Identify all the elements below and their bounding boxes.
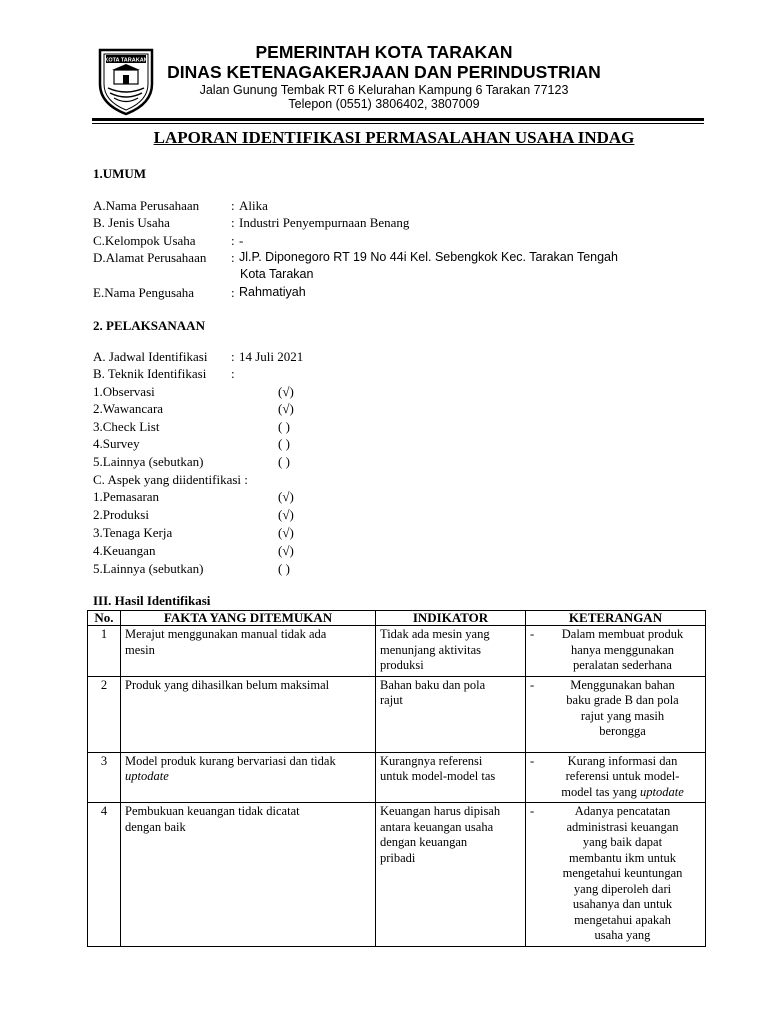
letterhead-divider-thin xyxy=(92,123,704,124)
aspek-check: ( ) xyxy=(278,561,290,576)
letterhead-divider xyxy=(92,118,704,121)
cell-line xyxy=(544,785,701,801)
teknik-item: 1.Observasi xyxy=(93,384,155,399)
aspek-item: 2.Produksi xyxy=(93,507,149,522)
row-number: 2 xyxy=(88,676,121,752)
jadwal-label: A. Jadwal Identifikasi xyxy=(93,349,208,364)
cell-line: Produk yang dihasilkan belum maksimal xyxy=(125,677,330,692)
bullet-dash: - xyxy=(530,804,535,818)
cell-line: usaha yang xyxy=(594,928,651,942)
cell-line: membantu ikm untuk xyxy=(569,850,676,865)
indikator-cell xyxy=(376,752,526,803)
cell-line: baku grade B dan pola xyxy=(566,693,679,707)
cell-line: yang diperoleh dari xyxy=(573,881,672,896)
fakta-cell xyxy=(121,752,376,803)
hasil-identifikasi-table xyxy=(87,610,706,947)
field-label: D.Alamat Perusahaan xyxy=(93,250,207,265)
teknik-check: ( ) xyxy=(278,419,290,434)
cell-line: yang baik dapat xyxy=(582,835,663,849)
cell-line: dengan baik xyxy=(125,819,186,834)
field-value-jenis-usaha: Industri Penyempurnaan Benang xyxy=(239,215,410,230)
agency-address: Jalan Gunung Tembak RT 6 Kelurahan Kampung 6 Tarakan 77123 xyxy=(199,83,569,97)
teknik-check: ( ) xyxy=(278,436,290,451)
cell-line: antara keuangan usaha xyxy=(380,819,494,834)
indikator-cell xyxy=(376,626,526,677)
table-row xyxy=(88,626,706,677)
keterangan-cell xyxy=(526,803,706,947)
cell-line: Model produk kurang bervariasi dan tidak xyxy=(125,753,336,768)
cell-line: rajut xyxy=(380,693,403,707)
table-row xyxy=(88,752,706,803)
field-label: B. Jenis Usaha xyxy=(93,215,170,230)
cell-line: Bahan baku dan pola xyxy=(380,677,486,692)
bullet-dash: - xyxy=(530,753,535,768)
field-label: C.Kelompok Usaha xyxy=(93,233,196,248)
cell-line: uptodate xyxy=(125,769,169,783)
column-header-keterangan: KETERANGAN xyxy=(526,611,706,626)
field-colon: : xyxy=(231,285,235,300)
aspek-check: (√) xyxy=(278,489,294,504)
cell-line: berongga xyxy=(599,724,646,738)
aspek-item: 4.Keuangan xyxy=(93,543,156,558)
cell-text-italic: uptodate xyxy=(640,784,684,799)
cell-line: pribadi xyxy=(380,850,416,865)
field-colon: : xyxy=(231,349,235,364)
aspek-label: C. Aspek yang diidentifikasi : xyxy=(93,472,248,487)
section-pelaksanaan-heading: 2. PELAKSANAAN xyxy=(93,318,205,333)
field-label: A.Nama Perusahaan xyxy=(93,198,200,213)
fakta-cell xyxy=(121,676,376,752)
teknik-item: 4.Survey xyxy=(93,436,140,451)
keterangan-cell xyxy=(526,626,706,677)
teknik-item: 3.Check List xyxy=(93,419,160,434)
keterangan-cell xyxy=(526,752,706,803)
cell-line: rajut yang masih xyxy=(580,708,665,723)
bullet-dash: - xyxy=(530,677,535,692)
cell-line: mesin xyxy=(125,642,155,657)
teknik-check: ( ) xyxy=(278,454,290,469)
cell-line: Kurang informasi dan xyxy=(567,753,678,768)
field-value-alamat-line2: Kota Tarakan xyxy=(240,267,314,281)
cell-line: dengan keuangan xyxy=(380,835,468,849)
table-header-row xyxy=(88,611,706,626)
fakta-cell xyxy=(121,626,376,677)
table-row xyxy=(88,803,706,947)
aspek-item: 5.Lainnya (sebutkan) xyxy=(93,561,204,576)
cell-line: produksi xyxy=(380,658,424,672)
aspek-check: (√) xyxy=(278,525,294,540)
row-number: 3 xyxy=(88,752,121,803)
agency-phone: Telepon (0551) 3806402, 3807009 xyxy=(288,97,480,111)
teknik-check: (√) xyxy=(278,401,294,416)
section-umum-heading: 1.UMUM xyxy=(93,166,147,181)
field-value-nama-perusahaan: Alika xyxy=(239,198,268,213)
cell-line: Kurangnya referensi xyxy=(380,753,483,768)
indikator-cell xyxy=(376,803,526,947)
cell-line: hanya menggunakan xyxy=(570,642,675,657)
teknik-item: 5.Lainnya (sebutkan) xyxy=(93,454,204,469)
cell-line: untuk model-model tas xyxy=(380,769,496,783)
cell-line: Menggunakan bahan xyxy=(570,677,675,692)
cell-line: Dalam membuat produk xyxy=(561,627,684,641)
jadwal-value: 14 Juli 2021 xyxy=(239,349,304,364)
field-colon: : xyxy=(231,366,235,381)
cell-line: Pembukuan keuangan tidak dicatat xyxy=(125,804,300,818)
column-header-fakta: FAKTA YANG DITEMUKAN xyxy=(121,611,376,626)
field-value-kelompok-usaha: - xyxy=(239,233,244,248)
teknik-label: B. Teknik Identifikasi xyxy=(93,366,207,381)
cell-line: menunjang aktivitas xyxy=(380,642,482,657)
cell-line: Keuangan harus dipisah xyxy=(380,804,501,818)
aspek-check: (√) xyxy=(278,543,294,558)
fakta-cell xyxy=(121,803,376,947)
cell-line: mengetahui keuntungan xyxy=(562,866,683,880)
column-header-no: No. xyxy=(88,611,121,626)
bullet-dash: - xyxy=(530,627,535,641)
section-hasil-heading: III. Hasil Identifikasi xyxy=(93,593,211,608)
column-header-indikator: INDIKATOR xyxy=(376,611,526,626)
keterangan-cell xyxy=(526,676,706,752)
field-colon: : xyxy=(231,250,235,265)
table-row xyxy=(88,676,706,752)
department-name: DINAS KETENAGAKERJAAN DAN PERINDUSTRIAN xyxy=(167,62,601,82)
aspek-check: (√) xyxy=(278,507,294,522)
cell-line: mengetahui apakah xyxy=(574,912,671,927)
aspek-item: 3.Tenaga Kerja xyxy=(93,525,173,540)
cell-line: referensi untuk model- xyxy=(565,769,680,783)
row-number: 4 xyxy=(88,803,121,947)
field-colon: : xyxy=(231,215,235,230)
cell-line: administrasi keuangan xyxy=(566,819,679,834)
field-value-nama-pengusaha: Rahmatiyah xyxy=(239,285,306,299)
cell-line: Merajut menggunakan manual tidak ada xyxy=(125,627,327,641)
field-colon: : xyxy=(231,198,235,213)
agency-name: PEMERINTAH KOTA TARAKAN xyxy=(255,42,513,62)
indikator-cell xyxy=(376,676,526,752)
teknik-item: 2.Wawancara xyxy=(93,401,164,416)
field-colon: : xyxy=(231,233,235,248)
cell-line: usahanya dan untuk xyxy=(572,897,673,911)
row-number: 1 xyxy=(88,626,121,677)
cell-line: peralatan sederhana xyxy=(573,658,672,672)
cell-line: Tidak ada mesin yang xyxy=(380,627,490,641)
report-title: LAPORAN IDENTIFIKASI PERMASALAHAN USAHA INDAG xyxy=(153,128,635,147)
teknik-check: (√) xyxy=(278,384,294,399)
cell-text: model tas yang xyxy=(561,784,641,799)
field-label: E.Nama Pengusaha xyxy=(93,285,195,300)
emblem-text: KOTA TARAKAN xyxy=(104,57,148,64)
aspek-item: 1.Pemasaran xyxy=(93,489,160,504)
cell-line: Adanya pencatatan xyxy=(574,804,671,818)
field-value-alamat: Jl.P. Diponegoro RT 19 No 44i Kel. Sebengkok Kec. Tarakan Tengah xyxy=(239,250,618,264)
